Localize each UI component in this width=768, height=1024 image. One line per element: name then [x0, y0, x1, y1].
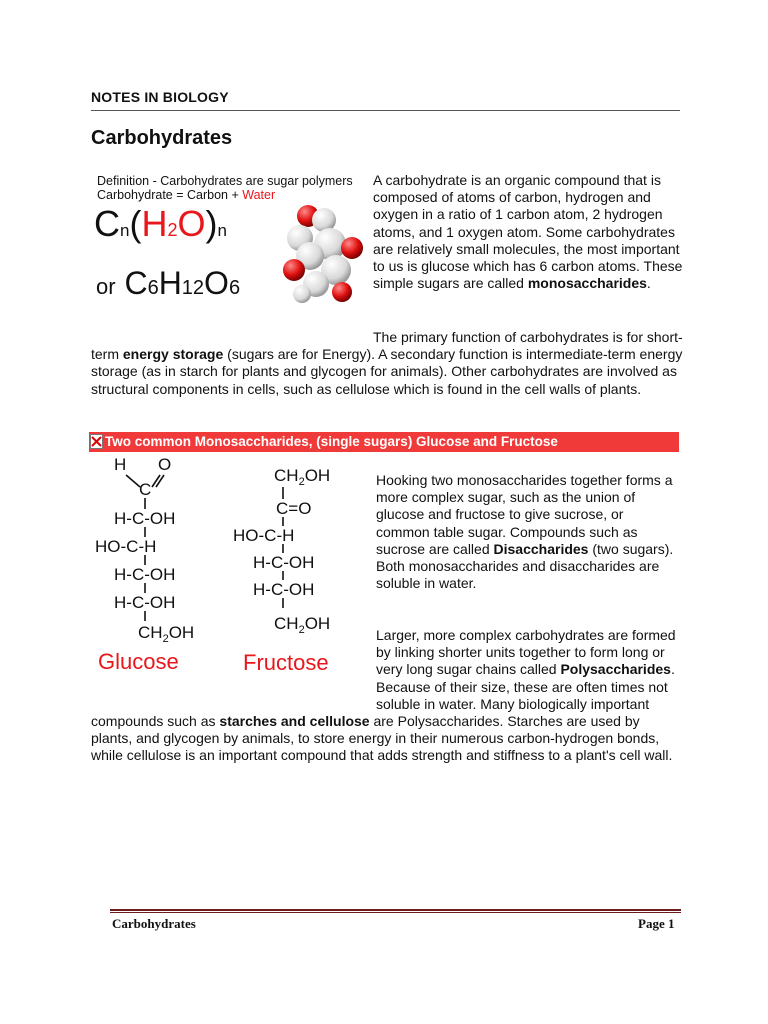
- polysaccharide-text-end: are Polysaccharides. Starches are used by plants, and glycogen by animals, to store energy in their numerous carbon-hydrogen bonds, while cellulose is an important compound that adds strength and stiffness to a plant's cell wall.: [91, 713, 673, 764]
- glucose-label: Glucose: [98, 649, 179, 674]
- footer-page-number: Page 1: [638, 916, 675, 931]
- formula-subscript: 6: [228, 277, 241, 299]
- glucose-formula: [96, 264, 240, 307]
- fructose-subscript-2: 2: [298, 624, 305, 636]
- polysaccharide-text: Larger, more complex carbohydrates are formed by linking shorter units together to form long or very long sugar chains called: [376, 627, 676, 678]
- formula-paren: (: [129, 203, 142, 244]
- glucose-row: HO-C-H: [95, 537, 157, 556]
- formula-hydrogen: H: [141, 203, 168, 244]
- formula-subscript: 12: [181, 277, 205, 299]
- function-text-rest: (sugars are for Energy). A secondary function is intermediate-term energy storage (as in starch for plants and glycogen for animals). Other carbohydrates are involved as structural components in cells, such as cellulose which is found in the cell walls of plants.: [91, 346, 683, 397]
- formula-subscript-2: 2: [167, 220, 178, 240]
- fructose-label: Fructose: [243, 650, 329, 675]
- fructose-oh: OH: [304, 614, 331, 633]
- formula-hydrogen: H: [158, 265, 182, 301]
- function-paragraph: [91, 329, 683, 398]
- disaccharide-bold-term: Disaccharides: [493, 540, 589, 557]
- general-formula: [94, 202, 227, 253]
- fructose-ch: CH: [274, 466, 299, 485]
- formula-subscript: 6: [147, 277, 159, 299]
- fructose-subscript-2: 2: [298, 476, 305, 488]
- glucose-row: H-C-OH: [114, 509, 176, 528]
- definition-line: Definition - Carbohydrates are sugar polymers: [97, 174, 353, 188]
- section-banner-title: Two common Monosaccharides, (single sugars) Glucose and Fructose: [105, 434, 558, 449]
- disaccharide-text-rest: (two sugars). Both monosaccharides and disaccharides are soluble in water.: [376, 540, 674, 592]
- glucose-molecule-icon: [280, 204, 368, 304]
- intro-text: A carbohydrate is an organic compound that is composed of atoms of carbon, hydrogen and oxygen in a ratio of 1 carbon atom, 2 hydrogen atoms, and 1 oxygen atom. Some carbohydrates are relatively small molecules, the most important to us is glucose which has 6 carbon atoms. These simple sugars are called: [373, 172, 683, 292]
- formula-subscript-n: n: [217, 221, 227, 240]
- float-spacer: [91, 627, 376, 696]
- formula-subscript-n: n: [120, 221, 130, 240]
- function-text-start: The primary function of carbohydrates is for short-term: [91, 329, 683, 363]
- glucose-subscript-2: 2: [162, 633, 169, 645]
- fructose-oh: OH: [304, 466, 331, 485]
- definition-graphic: [92, 172, 368, 312]
- glucose-ch: CH: [138, 623, 163, 642]
- fructose-row: HO-C-H: [233, 526, 295, 545]
- footer-divider: [110, 909, 681, 911]
- footer-section-title: Carbohydrates: [112, 916, 196, 931]
- fructose-ch2oh-top: [274, 466, 330, 492]
- formula-carbon: C: [124, 265, 148, 301]
- intro-text-end: .: [646, 275, 651, 292]
- intro-bold-term: monosaccharides: [527, 275, 647, 292]
- polysaccharide-bold-term-2: starches and cellulose: [219, 713, 370, 730]
- intro-paragraph: [373, 172, 683, 292]
- fructose-row: H-C-OH: [253, 553, 315, 572]
- fructose-ch: CH: [274, 614, 299, 633]
- glucose-row: H-C-OH: [114, 593, 176, 612]
- formula-oxygen: O: [204, 265, 229, 301]
- definition-equation-prefix: Carbohydrate = Carbon +: [97, 188, 239, 202]
- glucose-atom-o: O: [158, 455, 172, 474]
- polysaccharide-paragraph: [91, 627, 683, 765]
- definition-equation: [97, 188, 275, 202]
- footer-divider-thin: [110, 912, 681, 913]
- glucose-atom-h: H: [114, 455, 127, 474]
- header-divider: [91, 110, 680, 111]
- definition-water: Water: [242, 188, 276, 202]
- disaccharide-paragraph: [376, 472, 678, 592]
- fructose-row: C=O: [276, 499, 312, 518]
- fructose-row: H-C-OH: [253, 580, 315, 599]
- polysaccharide-text-mid: . Because of their size, these are often times not soluble in water. Many biologically important compounds such as: [91, 661, 675, 730]
- broken-image-icon: [90, 434, 103, 449]
- polysaccharide-bold-term: Polysaccharides: [560, 661, 671, 678]
- formula-oxygen: O: [177, 203, 206, 244]
- glucose-oh: OH: [168, 623, 195, 642]
- formula-or: or: [96, 274, 116, 299]
- document-header: NOTES IN BIOLOGY: [91, 89, 229, 105]
- function-text-block: [91, 329, 683, 398]
- page-title: Carbohydrates: [91, 127, 233, 149]
- formula-carbon: C: [94, 203, 120, 244]
- formula-paren: ): [205, 203, 218, 244]
- glucose-carbon-1: C: [139, 480, 152, 499]
- disaccharide-text: Hooking two monosaccharides together forms a more complex sugar, such as the union of glucose and fructose to give sucrose, or common table sugar. Compounds such as sucrose are called: [376, 472, 673, 557]
- function-bold-term: energy storage: [122, 346, 224, 363]
- glucose-row: H-C-OH: [114, 565, 176, 584]
